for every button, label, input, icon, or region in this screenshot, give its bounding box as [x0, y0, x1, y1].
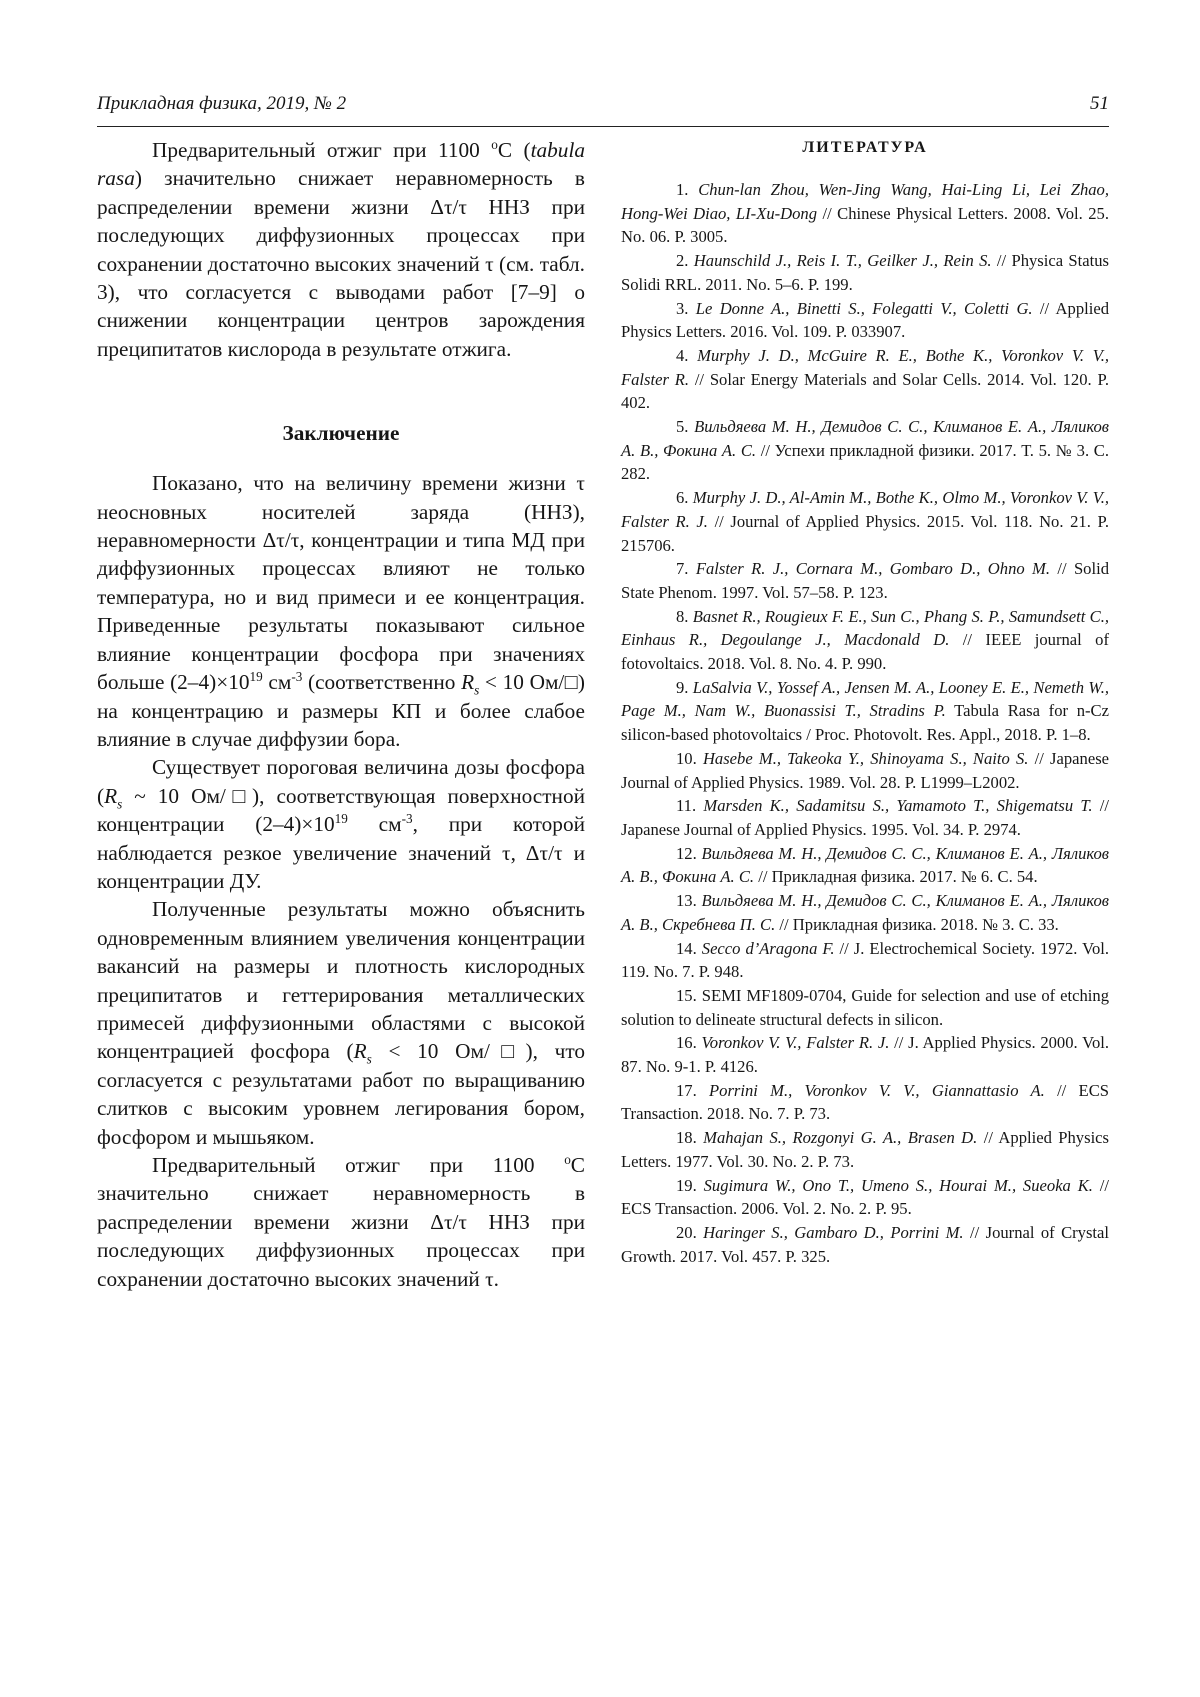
- reference-number: 20.: [676, 1222, 704, 1242]
- reference-item: [621, 297, 1109, 344]
- reference-source: // J. Applied Physics. 2000. Vol. 87. No. 9-1. P. 4126.: [621, 1033, 1110, 1077]
- paragraph: Предварительный отжиг при 1100 $^o$С значительно снижает неравномерность в распределении времени жизни Δτ/τ ННЗ при последующих диффузионных процессах при сохранении достаточно высоких значений τ.: [97, 1151, 585, 1291]
- section-heading: Заключение: [282, 421, 400, 446]
- reference-source: // ECS Transaction. 2018. No. 7. P. 73.: [621, 1080, 1109, 1124]
- reference-source: // Solid State Phenom. 1997. Vol. 57–58. P. 123.: [621, 559, 1110, 602]
- reference-authors: LaSalvia V., Yossef A., Jensen M. A., Looney E. E., Nemeth W., Page M., Nam W., Buonassisi T., Stradins P.: [621, 677, 1110, 721]
- reference-item: [621, 676, 1109, 747]
- reference-item: [621, 842, 1109, 889]
- reference-number: 17.: [676, 1080, 710, 1100]
- reference-source: // J. Electrochemical Society. 1972. Vol. 119. No. 7. P. 948.: [621, 938, 1109, 982]
- reference-item: [621, 557, 1109, 604]
- reference-item: [621, 1221, 1109, 1268]
- references-heading: ЛИТЕРАТУРА: [802, 139, 928, 156]
- reference-item: [621, 747, 1109, 794]
- reference-source: SEMI MF1809-0704, Guide for selection and use of etching solution to delineate structural defects in silicon.: [621, 985, 1110, 1029]
- reference-number: 14.: [676, 938, 702, 958]
- reference-source: // IEEE journal of fotovoltaics. 2018. Vol. 8. No. 4. P. 990.: [621, 630, 1109, 674]
- reference-authors: Hasebe M., Takeoka Y., Shinoyama S., Naito S.: [702, 748, 1029, 768]
- reference-authors: Marsden K., Sadamitsu S., Yamamoto T., Shigematsu T.: [703, 796, 1093, 816]
- reference-authors: Sugimura W., Ono T., Umeno S., Hourai M., Sueoka K.: [703, 1175, 1093, 1195]
- reference-list: [621, 178, 1109, 1268]
- reference-authors: Haunschild J., Reis I. T., Geilker J., Rein S.: [693, 251, 992, 271]
- reference-number: 5.: [676, 417, 695, 437]
- paragraph: Полученные результаты можно объяснить одновременным влиянием увеличения концентрации вакансий на размеры и плотность кислородных преципитатов и геттерирования металлических примесей диффузионными областями с высокой концентрацией фосфора ($R_s < 10$ Ом/□), что согласуется с результатами работ по выращиванию слитков с высоким уровнем легирования бором, фосфором и мышьяком.: [97, 897, 585, 1149]
- reference-authors: Haringer S., Gambaro D., Porrini M.: [703, 1222, 964, 1242]
- reference-authors: Mahajan S., Rozgonyi G. A., Brasen D.: [703, 1128, 978, 1148]
- reference-authors: Murphy J. D., McGuire R. E., Bothe K., Voronkov V. V., Falster R.: [621, 345, 1109, 389]
- reference-item: [621, 486, 1109, 557]
- paragraph: Показано, что на величину времени жизни τ неосновных носителей заряда (ННЗ), неравномерности Δτ/τ, концентрации и типа МД при диффузионных процессах влияют не только температура, но и вид примеси и ее концентрация. Приведенные результаты показывают сильное влияние концентрации фосфора при значениях больше $(2-4)\times 10^{19}$ $см^{-3}$ (соответственно $R_s < 10$ Ом/□) на концентрацию и размеры КП и более слабое влияние в случае диффузии бора.: [97, 471, 585, 751]
- reference-number: 6.: [676, 488, 693, 508]
- reference-number: 11.: [676, 796, 704, 816]
- journal-title: Прикладная физика, 2019, № 2: [97, 93, 347, 114]
- reference-number: 2.: [676, 251, 694, 271]
- reference-source: // Journal of Applied Physics. 2015. Vol. 118. No. 21. P. 215706.: [621, 511, 1109, 555]
- reference-source: // Applied Physics Letters. 1977. Vol. 30. No. 2. P. 73.: [621, 1128, 1109, 1171]
- reference-number: 9.: [676, 677, 693, 697]
- reference-item: [621, 249, 1109, 296]
- reference-number: 15.: [676, 985, 702, 1005]
- reference-item: [621, 889, 1109, 936]
- reference-source: // Journal of Crystal Growth. 2017. Vol. 457. P. 325.: [621, 1222, 1110, 1266]
- reference-source: // ECS Transaction. 2006. Vol. 2. No. 2. P. 95.: [621, 1175, 1110, 1219]
- reference-item: [621, 794, 1109, 841]
- reference-number: 18.: [676, 1128, 704, 1148]
- reference-source: // Japanese Journal of Applied Physics. 1989. Vol. 28. P. L1999–L2002.: [621, 748, 1110, 792]
- reference-source: // Прикладная физика. 2017. № 6. С. 54.: [758, 867, 1038, 887]
- reference-item: [621, 605, 1109, 676]
- reference-item: [621, 178, 1109, 249]
- left-column: [97, 136, 585, 1293]
- header-rule: [97, 126, 1109, 127]
- reference-number: 13.: [676, 891, 702, 911]
- right-column: [621, 136, 1109, 1268]
- reference-number: 12.: [676, 843, 702, 863]
- reference-source: // Прикладная физика. 2018. № 3. С. 33.: [779, 914, 1059, 934]
- reference-number: 19.: [676, 1175, 704, 1195]
- reference-authors: Вильдяева М. Н., Демидов С. С., Климанов Е. А., Ляликов А. В., Скребнева П. С.: [621, 891, 1109, 934]
- reference-authors: Basnet R., Rougieux F. E., Sun C., Phang S. P., Samundsett C., Einhaus R., Degoulange J., Macdonald D.: [621, 606, 1110, 650]
- reference-number: 8.: [676, 606, 693, 626]
- reference-number: 10.: [676, 748, 703, 768]
- reference-source: // Успехи прикладной физики. 2017. Т. 5. № 3. С. 282.: [621, 440, 1109, 484]
- reference-authors: Le Donne A., Binetti S., Folegatti V., Coletti G.: [695, 298, 1033, 318]
- reference-authors: Voronkov V. V., Falster R. J.: [701, 1033, 890, 1053]
- reference-number: 1.: [676, 180, 699, 199]
- reference-source: // Physica Status Solidi RRL. 2011. No. 5–6. P. 199.: [621, 251, 1110, 294]
- reference-authors: Secco d’Aragona F.: [701, 938, 835, 958]
- reference-number: 16.: [676, 1033, 702, 1053]
- reference-source: // Applied Physics Letters. 2016. Vol. 109. P. 033907.: [621, 298, 1110, 342]
- reference-authors: Falster R. J., Cornara M., Gombaro D., Ohno M.: [695, 559, 1050, 579]
- reference-authors: Chun-lan Zhou, Wen-Jing Wang, Hai-Ling Li, Lei Zhao, Hong-Wei Diao, LI-Xu-Dong: [621, 180, 1109, 223]
- reference-item: [621, 1174, 1109, 1221]
- reference-authors: Вильдяева М. Н., Демидов С. С., Климанов Е. А., Ляликов А. В., Фокина А. С.: [621, 417, 1110, 460]
- reference-number: 3.: [676, 298, 696, 318]
- reference-source: // Japanese Journal of Applied Physics. 1995. Vol. 34. P. 2974.: [621, 796, 1109, 839]
- reference-authors: Murphy J. D., Al-Amin M., Bothe K., Olmo M., Voronkov V. V., Falster R. J.: [621, 488, 1110, 531]
- reference-number: 4.: [676, 345, 698, 365]
- page-number: 51: [1090, 93, 1109, 114]
- reference-number: 7.: [676, 559, 696, 579]
- paragraph: Существует пороговая величина дозы фосфора ($R_s$ ~ 10 Ом/□), соответствующая поверхностной концентрации $(2-4)\times 10^{19}$ $см^{-3}$, при которой наблюдается резкое увеличение значений τ, Δτ/τ и концентрации ДУ.: [97, 755, 585, 893]
- paragraph: Предварительный отжиг при 1100 $^o$С (tabula rasa) значительно снижает неравномерность в распределении времени жизни Δτ/τ ННЗ при последующих диффузионных процессах при сохранении достаточно высоких значений τ (см. табл. 3), что согласуется с выводами работ [7–9] о снижении концентрации центров зарождения преципитатов кислорода в результате отжига.: [97, 136, 586, 361]
- reference-item: [621, 984, 1109, 1031]
- reference-item: [621, 1126, 1109, 1173]
- reference-item: [621, 1079, 1109, 1126]
- reference-item: [621, 937, 1109, 984]
- reference-source: // Chinese Physical Letters. 2008. Vol. 25. No. 06. P. 3005.: [621, 203, 1109, 247]
- reference-authors: Вильдяева М. Н., Демидов С. С., Климанов Е. А., Ляликов А. В., Фокина А. С.: [621, 843, 1109, 887]
- reference-item: [621, 1031, 1109, 1078]
- reference-source: // Solar Energy Materials and Solar Cells. 2014. Vol. 120. P. 402.: [621, 369, 1109, 413]
- reference-authors: Porrini M., Voronkov V. V., Giannattasio A.: [709, 1080, 1045, 1100]
- reference-item: [621, 344, 1109, 415]
- reference-source: Tabula Rasa for n-Cz silicon-based photovoltaics / Proc. Photovolt. Res. Appl., 2018. P. 1–8.: [621, 701, 1109, 745]
- reference-item: [621, 415, 1109, 486]
